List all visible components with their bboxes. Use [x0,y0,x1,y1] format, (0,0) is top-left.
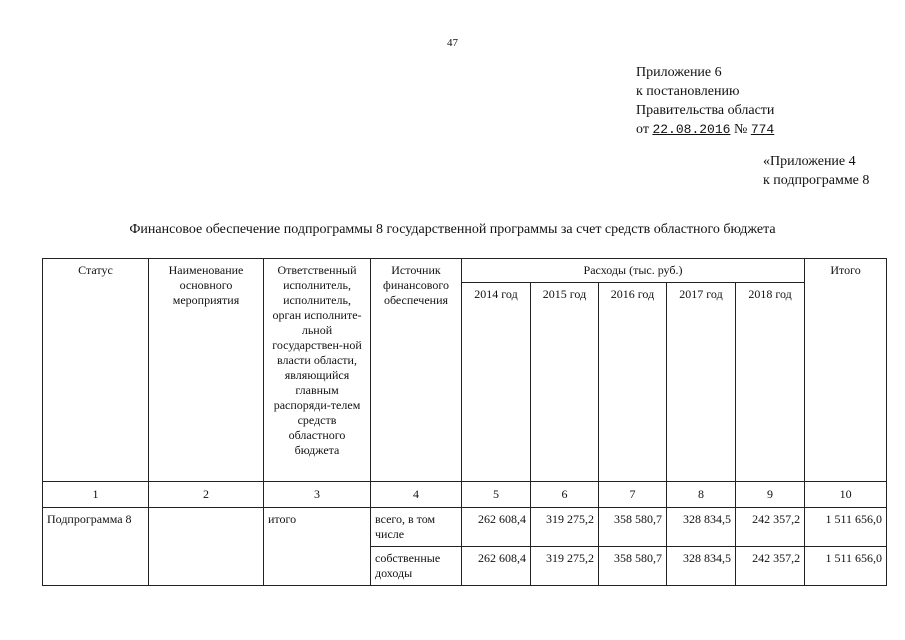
appendix-header [636,63,774,139]
appendix-line-2: к постановлению [636,84,740,99]
value-cell: 262 608,4 [462,508,531,547]
column-index-row [43,482,887,508]
value-cell: 328 834,5 [667,508,736,547]
sub-appendix-line-1: «Приложение 4 [763,154,856,169]
financing-table [42,258,887,586]
value-cell: 358 580,7 [599,547,667,586]
page-number: 47 [447,37,458,49]
value-cell: 319 275,2 [531,547,599,586]
source-cell: всего, в том числе [371,508,462,547]
appendix-date-line [636,120,774,139]
value-cell: 242 357,2 [736,508,805,547]
index-cell: 8 [667,482,736,508]
number-sign: № [733,122,748,137]
index-cell: 2 [149,482,264,508]
index-cell: 3 [264,482,371,508]
header-year: 2014 год [462,283,531,482]
total-cell: 1 511 656,0 [805,547,887,586]
sub-appendix-line-2: к подпрограмме 8 [763,173,870,188]
status-cell: Подпрограмма 8 [43,508,149,586]
header-executor: Ответственный исполнитель, исполнитель, орган исполните-льной государствен-ной власти области, являющийся главным распоряди-телем средств областного бюджета [264,259,371,482]
index-cell: 1 [43,482,149,508]
executor-cell: итого [264,508,371,586]
header-row-1 [43,259,887,283]
value-cell: 319 275,2 [531,508,599,547]
event-cell [149,508,264,586]
header-total: Итого [805,259,887,482]
index-cell: 6 [531,482,599,508]
value-cell: 262 608,4 [462,547,531,586]
table-row [43,508,887,547]
value-cell: 242 357,2 [736,547,805,586]
header-year: 2016 год [599,283,667,482]
document-title: Финансовое обеспечение подпрограммы 8 государственной программы за счет средств областного бюджета [129,222,776,237]
total-cell: 1 511 656,0 [805,508,887,547]
header-source: Источник финансового обеспечения [371,259,462,482]
index-cell: 9 [736,482,805,508]
header-year: 2015 год [531,283,599,482]
value-cell: 328 834,5 [667,547,736,586]
header-year: 2017 год [667,283,736,482]
value-cell: 358 580,7 [599,508,667,547]
date-prefix: от [636,122,649,137]
appendix-number: 774 [750,122,775,137]
index-cell: 10 [805,482,887,508]
header-expenses: Расходы (тыс. руб.) [462,259,805,283]
header-year: 2018 год [736,283,805,482]
appendix-date: 22.08.2016 [652,122,731,137]
header-status: Статус [43,259,149,482]
index-cell: 5 [462,482,531,508]
index-cell: 7 [599,482,667,508]
source-cell: собственные доходы [371,547,462,586]
header-event-name: Наименование основного мероприятия [149,259,264,482]
sub-appendix-header [763,152,869,190]
appendix-line-3: Правительства области [636,103,775,118]
appendix-line-1: Приложение 6 [636,65,722,80]
index-cell: 4 [371,482,462,508]
